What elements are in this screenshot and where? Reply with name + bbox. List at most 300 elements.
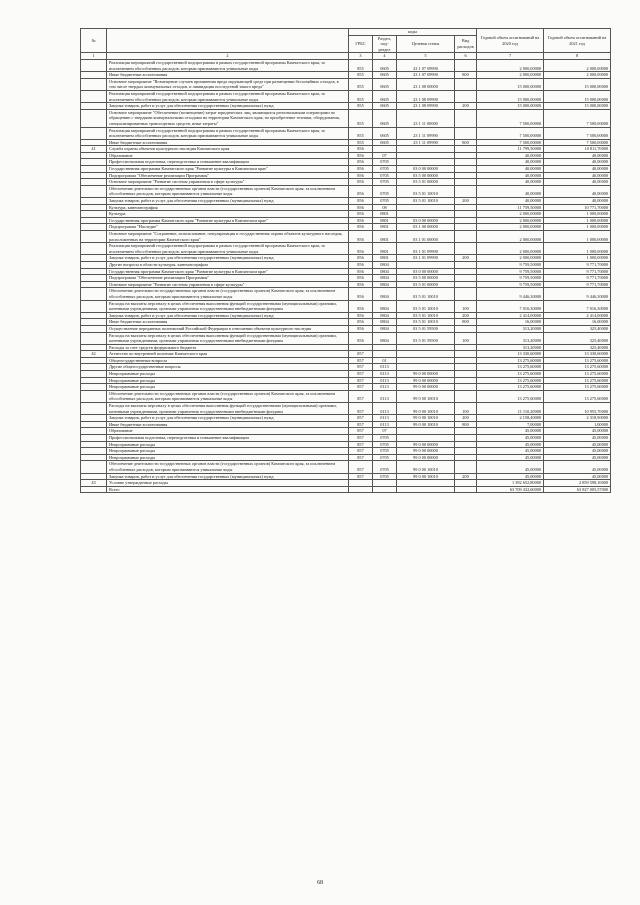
table-row [81, 421, 611, 428]
row-name: Основное мероприятие "Развитие системы управления в сфере культуры" [107, 179, 349, 186]
table-row [81, 448, 611, 455]
table-row [81, 454, 611, 461]
row-section: 0113 [373, 371, 397, 378]
row-amount-2020: 15 000,00000 [477, 78, 544, 90]
row-section: 0801 [373, 224, 397, 231]
table-row [81, 59, 611, 71]
row-name: Непрограммные расходы [107, 454, 349, 461]
row-name: Расходы на выплаты персоналу в целях обеспечения выполнения функций государственными (муниципальными) органами, казенными учреждениями, органами управления государственными внебюджетными фондами [107, 332, 349, 344]
row-grbs: 856 [349, 179, 373, 186]
row-number [81, 288, 107, 300]
row-amount-2020: 2 414,00000 [477, 312, 544, 319]
table-row [81, 103, 611, 110]
row-article: 23 1 11 09990 [397, 139, 455, 146]
row-number [81, 198, 107, 205]
row-amount-2020: 9 446,30000 [477, 288, 544, 300]
row-section: 0605 [373, 109, 397, 127]
row-amount-2021: 2 414,00000 [544, 312, 611, 319]
row-section: 0705 [373, 461, 397, 473]
row-name: Образование [107, 152, 349, 159]
row-number [81, 473, 107, 480]
row-number: 42 [81, 351, 107, 358]
row-article: 23 1 07 09990 [397, 59, 455, 71]
row-amount-2020: 2 000,00000 [477, 255, 544, 262]
row-section: 0113 [373, 403, 397, 415]
header-name [107, 29, 349, 53]
row-amount-2020: 15 000,00000 [477, 103, 544, 110]
row-amount-2021: 45,00000 [544, 454, 611, 461]
row-article: 23 1 11 00000 [397, 109, 455, 127]
row-grbs: 857 [349, 421, 373, 428]
row-section: 08 [373, 204, 397, 211]
row-article: 03 5 01 10010 [397, 312, 455, 319]
row-number [81, 59, 107, 71]
column-index: 7 [477, 53, 544, 60]
row-section: 0804 [373, 268, 397, 275]
row-amount-2020: 13 275,60000 [477, 377, 544, 384]
table-row [81, 275, 611, 282]
row-amount-2021: 9 771,70000 [544, 268, 611, 275]
row-name: Закупка товаров, работ и услуг для обеспечения государственных (муниципальных) нужд [107, 255, 349, 262]
row-article: 03 0 00 00000 [397, 217, 455, 224]
row-grbs: 857 [349, 351, 373, 358]
row-name: Реализация мероприятий государственной подпрограммы в рамках государственной программы Камчатского края, за исключением обособленных расходов, которым присваиваются уникальные коды [107, 90, 349, 102]
row-amount-2021: 9 771,70000 [544, 281, 611, 288]
row-grbs: 856 [349, 159, 373, 166]
row-article [397, 159, 455, 166]
row-grbs [349, 344, 373, 351]
table-row [81, 344, 611, 351]
table-row [81, 211, 611, 218]
row-section [373, 480, 397, 487]
row-name: Закупка товаров, работ и услуг для обеспечения государственных (муниципальных) нужд [107, 103, 349, 110]
row-section: 0605 [373, 139, 397, 146]
row-article: 03 0 00 00000 [397, 166, 455, 173]
row-amount-2020: 40,00000 [477, 185, 544, 197]
row-kind: 200 [455, 255, 477, 262]
row-name: Основное мероприятие "Обеспечение (возмещение) затрат юридических лиц, являющихся региональными операторами по обращению с твердыми коммунальными отходами на территории Камчатского края, на приобретение техники, оборудования, специализированных транспортных средств, иные затраты" [107, 109, 349, 127]
row-amount-2021: 1 000,00000 [544, 211, 611, 218]
row-section: 0113 [373, 377, 397, 384]
row-amount-2020: 45,00000 [477, 473, 544, 480]
row-amount-2020: 13 330,60000 [477, 351, 544, 358]
row-amount-2020: 40,00000 [477, 172, 544, 179]
row-number [81, 217, 107, 224]
row-amount-2021: 7 016,30000 [544, 300, 611, 312]
row-section: 0705 [373, 159, 397, 166]
row-grbs: 856 [349, 281, 373, 288]
row-grbs: 857 [349, 448, 373, 455]
row-article [397, 344, 455, 351]
row-kind: 200 [455, 103, 477, 110]
row-amount-2020: 7 500,00000 [477, 139, 544, 146]
row-number [81, 204, 107, 211]
table-row [81, 351, 611, 358]
table-row [81, 480, 611, 487]
row-section: 0804 [373, 281, 397, 288]
row-kind [455, 384, 477, 391]
row-amount-2021: 1,00000 [544, 421, 611, 428]
row-amount-2021: 40,00000 [544, 159, 611, 166]
row-amount-2021: 15 000,00000 [544, 78, 611, 90]
row-name: Непрограммные расходы [107, 371, 349, 378]
table-row [81, 390, 611, 402]
row-section: 0113 [373, 384, 397, 391]
row-article: 23 1 08 09990 [397, 90, 455, 102]
row-number [81, 211, 107, 218]
row-article [397, 435, 455, 442]
row-name: Иные бюджетные ассигнования [107, 421, 349, 428]
row-section: 0801 [373, 217, 397, 224]
row-article: 03 1 01 00000 [397, 231, 455, 243]
table-row [81, 428, 611, 435]
row-amount-2021: 45,00000 [544, 428, 611, 435]
row-number [81, 90, 107, 102]
row-amount-2020: 2 000,00000 [477, 243, 544, 255]
table-row [81, 332, 611, 344]
row-amount-2021: 7 500,00000 [544, 127, 611, 139]
table-row [81, 109, 611, 127]
row-article: 03 5 01 10010 [397, 198, 455, 205]
row-amount-2021: 15 000,00000 [544, 103, 611, 110]
header-plan-2020: Годовой объем ассигнований на 2020 год [477, 29, 544, 53]
page-number: 68 [317, 880, 323, 886]
row-kind [455, 377, 477, 384]
row-grbs: 856 [349, 224, 373, 231]
table-row [81, 198, 611, 205]
row-grbs: 857 [349, 377, 373, 384]
row-name: Реализация мероприятий государственной подпрограммы в рамках государственной программы Камчатского края, за исключением обособленных расходов, которым присваиваются уникальные коды [107, 127, 349, 139]
row-section: 0605 [373, 59, 397, 71]
row-section: 0705 [373, 179, 397, 186]
header-grbs: ГРБС [349, 35, 373, 53]
row-section: 0605 [373, 72, 397, 79]
row-section: 0705 [373, 473, 397, 480]
row-grbs: 855 [349, 103, 373, 110]
row-article: 03 1 00 00000 [397, 224, 455, 231]
row-name: Основное мероприятие "Развитие системы управления в сфере культуры" [107, 281, 349, 288]
column-index: 5 [397, 53, 455, 60]
row-number [81, 166, 107, 173]
row-article: 99 0 00 00000 [397, 377, 455, 384]
row-amount-2020: 9 759,50000 [477, 275, 544, 282]
row-amount-2021: 9 771,70000 [544, 275, 611, 282]
table-row [81, 127, 611, 139]
row-article: 99 0 00 10010 [397, 461, 455, 473]
row-amount-2021: 2 859 598,10000 [544, 480, 611, 487]
row-grbs: 856 [349, 268, 373, 275]
table-row [81, 243, 611, 255]
row-article [397, 204, 455, 211]
row-name: Общегосударственные вопросы [107, 357, 349, 364]
row-article: 03 1 01 09990 [397, 255, 455, 262]
row-amount-2020: 45,00000 [477, 441, 544, 448]
row-number [81, 364, 107, 371]
row-number [81, 159, 107, 166]
row-grbs: 855 [349, 59, 373, 71]
row-kind [455, 152, 477, 159]
row-number [81, 255, 107, 262]
row-number [81, 243, 107, 255]
row-grbs: 856 [349, 146, 373, 153]
table-row [81, 384, 611, 391]
row-name: Профессиональная подготовка, переподготовка и повышение квалификации [107, 435, 349, 442]
row-grbs: 856 [349, 255, 373, 262]
row-kind [455, 159, 477, 166]
row-kind: 800 [455, 319, 477, 326]
row-amount-2021: 13 330,60000 [544, 351, 611, 358]
row-name: Закупка товаров, работ и услуг для обеспечения государственных (муниципальных) нужд [107, 312, 349, 319]
row-grbs: 856 [349, 204, 373, 211]
table-row [81, 261, 611, 268]
row-amount-2021: 40,00000 [544, 185, 611, 197]
row-kind [455, 127, 477, 139]
table-row [81, 300, 611, 312]
row-kind [455, 179, 477, 186]
row-name: Государственная программа Камчатского края "Развитие культуры в Камчатском крае" [107, 217, 349, 224]
table-row [81, 152, 611, 159]
table-row [81, 172, 611, 179]
row-name: Иные бюджетные ассигнования [107, 139, 349, 146]
row-amount-2020: 45,00000 [477, 461, 544, 473]
row-kind [455, 461, 477, 473]
row-grbs: 857 [349, 415, 373, 422]
row-kind [455, 454, 477, 461]
row-amount-2020: 7 500,00000 [477, 109, 544, 127]
row-name: Непрограммные расходы [107, 384, 349, 391]
table-row [81, 72, 611, 79]
table-row [81, 78, 611, 90]
table-row [81, 166, 611, 173]
row-grbs [349, 480, 373, 487]
row-kind [455, 448, 477, 455]
row-name: Непрограммные расходы [107, 441, 349, 448]
row-kind: 200 [455, 415, 477, 422]
row-kind: 100 [455, 332, 477, 344]
row-name: Всего [107, 486, 349, 493]
row-amount-2020: 13 275,60000 [477, 357, 544, 364]
row-amount-2020: 2 000,00000 [477, 224, 544, 231]
row-name: Основное мероприятие "Возмещение случаев причинения вреда окружающей среде при размещении бесхозяйных отходов, в том числе твердых коммунальных отходов, и ликвидация последствий такого вреда" [107, 78, 349, 90]
table-row [81, 364, 611, 371]
table-row [81, 473, 611, 480]
row-number [81, 268, 107, 275]
row-section: 0113 [373, 415, 397, 422]
row-article: 03 1 01 09990 [397, 243, 455, 255]
row-amount-2021: 2 000,00000 [544, 59, 611, 71]
row-number [81, 300, 107, 312]
row-amount-2020: 7 500,00000 [477, 127, 544, 139]
table-row [81, 312, 611, 319]
row-grbs: 857 [349, 384, 373, 391]
row-amount-2021: 40,00000 [544, 198, 611, 205]
row-article [397, 261, 455, 268]
row-amount-2020: 45,00000 [477, 454, 544, 461]
row-amount-2020: 40,00000 [477, 159, 544, 166]
row-article: 99 0 00 10010 [397, 403, 455, 415]
row-number [81, 109, 107, 127]
table-row [81, 146, 611, 153]
table-row [81, 204, 611, 211]
row-kind [455, 78, 477, 90]
row-number [81, 448, 107, 455]
row-number [81, 357, 107, 364]
row-article: 23 1 08 09990 [397, 103, 455, 110]
row-kind: 100 [455, 403, 477, 415]
column-index-row [81, 53, 611, 60]
table-row [81, 139, 611, 146]
row-name: Государственная программа Камчатского края "Развитие культуры в Камчатском крае" [107, 166, 349, 173]
table-row [81, 288, 611, 300]
row-article: 23 1 11 09990 [397, 127, 455, 139]
row-grbs: 856 [349, 166, 373, 173]
row-amount-2021: 40,00000 [544, 166, 611, 173]
row-number [81, 325, 107, 332]
row-amount-2020: 15 000,00000 [477, 90, 544, 102]
row-section: 0801 [373, 243, 397, 255]
row-amount-2021: 63 827 005,57000 [544, 486, 611, 493]
row-amount-2020: 45,00000 [477, 428, 544, 435]
row-section: 07 [373, 152, 397, 159]
row-kind [455, 480, 477, 487]
budget-table [80, 28, 611, 493]
row-number [81, 415, 107, 422]
row-amount-2021: 40,00000 [544, 172, 611, 179]
row-article: 03 5 01 10010 [397, 300, 455, 312]
row-kind [455, 166, 477, 173]
row-article: 99 0 00 00000 [397, 371, 455, 378]
table-row [81, 441, 611, 448]
row-amount-2021: 10 811,70000 [544, 146, 611, 153]
row-name: Профессиональная подготовка, переподготовка и повышение квалификации [107, 159, 349, 166]
row-amount-2021: 16,00000 [544, 319, 611, 326]
row-article: 23 1 07 09990 [397, 72, 455, 79]
row-number [81, 390, 107, 402]
row-grbs: 857 [349, 454, 373, 461]
row-grbs: 855 [349, 78, 373, 90]
row-name: Основное мероприятие "Сохранение, использование, популяризация и государственная охрана объектов культурного наследия, расположенных на территории Камчатского края" [107, 231, 349, 243]
row-amount-2020: 9 759,50000 [477, 268, 544, 275]
row-kind [455, 217, 477, 224]
row-grbs: 856 [349, 185, 373, 197]
row-grbs: 856 [349, 152, 373, 159]
row-grbs: 856 [349, 211, 373, 218]
row-article [397, 480, 455, 487]
row-amount-2020: 11 110,20000 [477, 403, 544, 415]
row-name: Подпрограмма "Обеспечение реализации Программы" [107, 172, 349, 179]
row-article: 03 5 01 10010 [397, 319, 455, 326]
row-section: 0705 [373, 435, 397, 442]
row-number [81, 224, 107, 231]
row-amount-2021: 325,40000 [544, 344, 611, 351]
row-amount-2021: 2 000,00000 [544, 72, 611, 79]
row-kind [455, 90, 477, 102]
header-codes: коды [349, 29, 477, 36]
row-kind [455, 185, 477, 197]
row-section: 0113 [373, 364, 397, 371]
table-row [81, 403, 611, 415]
row-name: Иные бюджетные ассигнования [107, 72, 349, 79]
row-kind: 200 [455, 198, 477, 205]
row-number [81, 435, 107, 442]
row-number [81, 72, 107, 79]
row-amount-2021: 2 318,90000 [544, 415, 611, 422]
row-name: Обеспечение деятельности государственных органов власти (государственных органов) Камчатского края, за исключением обособленных расходов, которым присваиваются уникальные коды [107, 390, 349, 402]
row-grbs: 856 [349, 243, 373, 255]
row-grbs: 857 [349, 428, 373, 435]
row-name: Подпрограмма "Обеспечение реализации Программы" [107, 275, 349, 282]
row-name: Непрограммные расходы [107, 448, 349, 455]
row-amount-2020: 40,00000 [477, 179, 544, 186]
row-amount-2020: 2 000,00000 [477, 231, 544, 243]
row-grbs: 856 [349, 261, 373, 268]
row-section [373, 486, 397, 493]
row-grbs: 857 [349, 403, 373, 415]
row-name: Другие общегосударственные вопросы [107, 364, 349, 371]
row-section: 0705 [373, 448, 397, 455]
row-section: 0113 [373, 421, 397, 428]
row-grbs: 855 [349, 139, 373, 146]
row-article: 99 0 00 10010 [397, 473, 455, 480]
row-grbs: 857 [349, 390, 373, 402]
row-grbs: 857 [349, 461, 373, 473]
row-amount-2021: 325,40000 [544, 325, 611, 332]
row-article [397, 351, 455, 358]
row-amount-2020: 13 275,60000 [477, 384, 544, 391]
row-number [81, 78, 107, 90]
row-amount-2021: 13 275,60000 [544, 384, 611, 391]
row-number [81, 179, 107, 186]
row-name: Обеспечение деятельности государственных органов власти (государственных органов) Камчатского края, за исключением обособленных расходов, которым присваиваются уникальные коды [107, 461, 349, 473]
column-index: 6 [455, 53, 477, 60]
row-number [81, 461, 107, 473]
row-number [81, 281, 107, 288]
row-kind [455, 428, 477, 435]
row-amount-2021: 7 500,00000 [544, 109, 611, 127]
table-row [81, 231, 611, 243]
row-number: 43 [81, 480, 107, 487]
row-number [81, 332, 107, 344]
row-number [81, 377, 107, 384]
row-article: 03 0 00 00000 [397, 268, 455, 275]
row-article: 03 5 01 59500 [397, 332, 455, 344]
row-grbs: 856 [349, 217, 373, 224]
row-grbs: 856 [349, 198, 373, 205]
row-amount-2021: 45,00000 [544, 435, 611, 442]
row-number [81, 384, 107, 391]
row-article: 03 5 00 00000 [397, 275, 455, 282]
row-amount-2020: 40,00000 [477, 152, 544, 159]
row-section [373, 344, 397, 351]
row-name: Образование [107, 428, 349, 435]
row-amount-2021: 10 955,70000 [544, 403, 611, 415]
row-number [81, 486, 107, 493]
row-amount-2020: 2 000,00000 [477, 72, 544, 79]
row-section: 0801 [373, 231, 397, 243]
row-kind [455, 59, 477, 71]
row-section: 0804 [373, 300, 397, 312]
row-grbs: 856 [349, 275, 373, 282]
row-section: 01 [373, 357, 397, 364]
row-number [81, 371, 107, 378]
row-number [81, 275, 107, 282]
row-name: Расходы на выплаты персоналу в целях обеспечения выполнения функций государственными (муниципальными) органами, казенными учреждениями, органами управления государственными внебюджетными фондами [107, 403, 349, 415]
row-section: 0605 [373, 78, 397, 90]
header-num: № [81, 29, 107, 53]
row-kind [455, 288, 477, 300]
table-row [81, 185, 611, 197]
row-amount-2020: 13 275,60000 [477, 371, 544, 378]
